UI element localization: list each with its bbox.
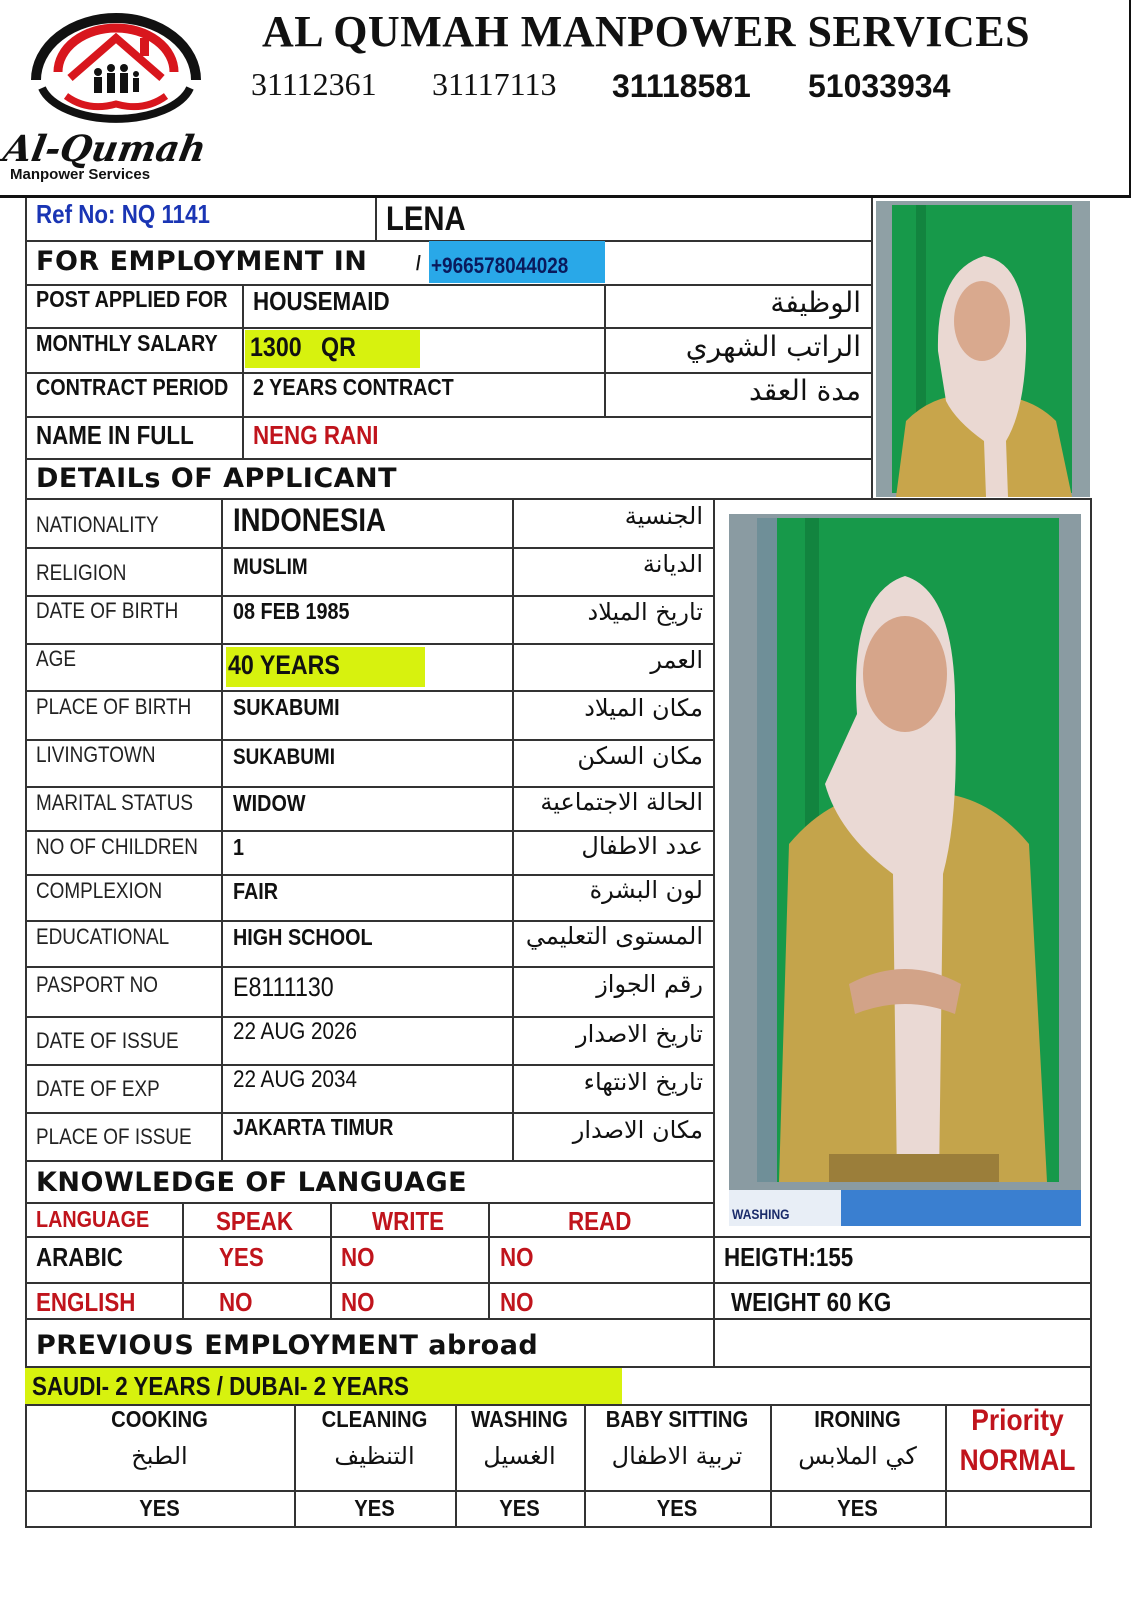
detail-label: PASPORT NO — [36, 972, 158, 997]
detail-label: DATE OF EXP — [36, 1076, 160, 1101]
skill-label: IRONING — [814, 1406, 901, 1432]
table-border — [25, 1160, 715, 1162]
applicant-short-name: LENA — [386, 200, 466, 238]
detail-label: DATE OF ISSUE — [36, 1028, 179, 1053]
logo-wordmark: Al-Qumah — [0, 128, 210, 170]
detail-label-arabic: مكان الاصدار — [572, 1116, 703, 1144]
contact-phone: +966578044028 — [431, 253, 569, 278]
detail-label-arabic: المستوى التعليمي — [525, 922, 703, 950]
ref-number: Ref No: NQ 1141 — [36, 199, 210, 229]
table-border — [871, 198, 873, 498]
read-value: NO — [500, 1287, 534, 1317]
detail-label-arabic: الديانة — [642, 550, 703, 578]
detail-value: INDONESIA — [233, 502, 386, 538]
detail-label: NATIONALITY — [36, 512, 159, 537]
detail-label-arabic: رقم الجواز — [596, 970, 703, 998]
company-name: AL QUMAH MANPOWER SERVICES — [262, 7, 1031, 56]
table-border — [25, 458, 873, 460]
photo-caption: WASHING — [732, 1206, 790, 1222]
skill-label-arabic: التنظيف — [334, 1442, 415, 1470]
skill-label: CLEANING — [321, 1406, 428, 1432]
table-border — [25, 966, 715, 968]
detail-label-arabic: لون البشرة — [589, 876, 703, 904]
phone-number: 31118581 — [612, 68, 751, 104]
field-value: HOUSEMAID — [253, 286, 390, 316]
detail-label: EDUCATIONAL — [36, 924, 170, 949]
table-border — [25, 1064, 715, 1066]
skill-label-arabic: الغسيل — [483, 1442, 556, 1470]
detail-value: HIGH SCHOOL — [233, 924, 373, 950]
language-name: ENGLISH — [36, 1287, 136, 1317]
column-header: SPEAK — [216, 1206, 294, 1236]
detail-label: DATE OF BIRTH — [36, 598, 179, 623]
detail-label-arabic: العمر — [650, 646, 703, 674]
table-border — [25, 1318, 1092, 1320]
write-value: NO — [341, 1242, 375, 1272]
detail-label: AGE — [36, 646, 76, 671]
phone-number: 31117113 — [432, 66, 557, 102]
skill-label: BABY SITTING — [605, 1406, 749, 1432]
phone-number: 51033934 — [808, 68, 951, 104]
priority-value: NORMAL — [959, 1444, 1076, 1477]
table-border — [25, 498, 1092, 500]
detail-label: PLACE OF ISSUE — [36, 1124, 192, 1149]
skill-label: COOKING — [111, 1406, 208, 1432]
field-value: 1300 QR — [250, 332, 356, 362]
skill-label-arabic: كي الملابس — [798, 1442, 917, 1470]
detail-label-arabic: تاريخ الاصدار — [576, 1020, 703, 1048]
detail-label-arabic: عدد الاطفال — [581, 832, 703, 860]
table-border — [25, 690, 715, 692]
employment-label: FOR EMPLOYMENT IN — [36, 246, 368, 277]
company-logo-icon — [28, 8, 204, 126]
detail-label: RELIGION — [36, 560, 127, 585]
detail-value: SUKABUMI — [233, 744, 335, 769]
table-border — [945, 1404, 947, 1526]
table-border — [25, 1016, 715, 1018]
section-heading: PREVIOUS EMPLOYMENT abroad — [36, 1330, 539, 1361]
skill-value: YES — [354, 1495, 395, 1521]
language-name: ARABIC — [36, 1242, 123, 1272]
detail-label-arabic: مكان الميلاد — [584, 694, 703, 722]
field-label: CONTRACT PERIOD — [36, 374, 229, 400]
speak-value: YES — [219, 1242, 264, 1272]
table-border — [25, 595, 715, 597]
field-value: 2 YEARS CONTRACT — [253, 374, 454, 400]
table-border — [604, 284, 606, 416]
skill-value: YES — [499, 1495, 540, 1521]
table-border — [25, 1490, 1092, 1492]
detail-label: LIVINGTOWN — [36, 742, 156, 767]
detail-value: SUKABUMI — [233, 694, 340, 720]
column-header: LANGUAGE — [36, 1206, 150, 1232]
table-border — [25, 1236, 1092, 1238]
table-border — [25, 1282, 1092, 1284]
read-value: NO — [500, 1242, 534, 1272]
phone-number: 31112361 — [251, 66, 377, 102]
table-border — [182, 1202, 184, 1318]
employment-separator: / — [416, 253, 421, 275]
skill-value: YES — [837, 1495, 878, 1521]
previous-employment-value: SAUDI- 2 YEARS / DUBAI- 2 YEARS — [32, 1371, 409, 1401]
field-label: NAME IN FULL — [36, 420, 194, 450]
skill-label-arabic: تربية الاطفال — [611, 1442, 743, 1470]
table-border — [25, 1526, 1092, 1528]
priority-label: Priority — [971, 1404, 1064, 1437]
passport-number: E8111130 — [233, 972, 334, 1002]
detail-label-arabic: تاريخ الميلاد — [587, 598, 703, 626]
detail-value: 08 FEB 1985 — [233, 598, 350, 624]
table-border — [488, 1202, 490, 1318]
section-heading: DETAILs OF APPLICANT — [36, 463, 398, 494]
detail-label: PLACE OF BIRTH — [36, 694, 192, 719]
detail-label-arabic: الجنسية — [624, 502, 703, 530]
weight-value: WEIGHT 60 KG — [731, 1287, 892, 1317]
table-border — [330, 1202, 332, 1318]
field-label: POST APPLIED FOR — [36, 286, 228, 312]
table-border — [242, 284, 244, 458]
column-header: READ — [568, 1206, 632, 1236]
column-header: WRITE — [372, 1206, 445, 1236]
field-label-arabic: مدة العقد — [749, 374, 861, 407]
detail-label-arabic: مكان السكن — [577, 742, 703, 770]
table-border — [25, 198, 27, 1528]
table-border — [25, 1202, 715, 1204]
detail-value: FAIR — [233, 878, 279, 904]
table-border — [1090, 498, 1092, 1528]
section-heading: KNOWLEDGE OF LANGUAGE — [36, 1167, 468, 1198]
detail-value: 22 AUG 2026 — [233, 1018, 357, 1045]
detail-label: MARITAL STATUS — [36, 790, 193, 815]
detail-label-arabic: تاريخ الانتهاء — [583, 1068, 703, 1096]
skill-label-arabic: الطبخ — [131, 1442, 188, 1470]
field-label-arabic: الراتب الشهري — [685, 330, 861, 363]
height-value: HEIGTH:155 — [724, 1242, 854, 1272]
detail-value: 1 — [233, 834, 245, 860]
table-border — [25, 416, 873, 418]
field-label-arabic: الوظيفة — [770, 286, 861, 319]
full-name-value: NENG RANI — [253, 420, 379, 450]
table-border — [375, 198, 377, 240]
detail-value: 22 AUG 2034 — [233, 1066, 357, 1093]
detail-label-arabic: الحالة الاجتماعية — [540, 788, 703, 816]
skill-label: WASHING — [471, 1406, 568, 1432]
table-border — [25, 327, 873, 329]
detail-label: NO OF CHILDREN — [36, 834, 198, 859]
detail-label: COMPLEXION — [36, 878, 163, 903]
detail-value: MUSLIM — [233, 554, 308, 579]
table-border — [25, 739, 715, 741]
applicant-photo-small — [876, 201, 1090, 497]
field-label: MONTHLY SALARY — [36, 330, 218, 356]
detail-value: 40 YEARS — [228, 650, 340, 680]
applicant-photo-large — [729, 514, 1081, 1226]
skill-value: YES — [656, 1495, 698, 1521]
table-border — [25, 547, 715, 549]
logo-subtitle: Manpower Services — [10, 166, 151, 183]
write-value: NO — [341, 1287, 375, 1317]
detail-value: JAKARTA TIMUR — [233, 1114, 394, 1140]
skill-value: YES — [139, 1495, 180, 1521]
detail-value: WIDOW — [233, 790, 306, 816]
speak-value: NO — [219, 1287, 253, 1317]
table-border — [25, 643, 715, 645]
